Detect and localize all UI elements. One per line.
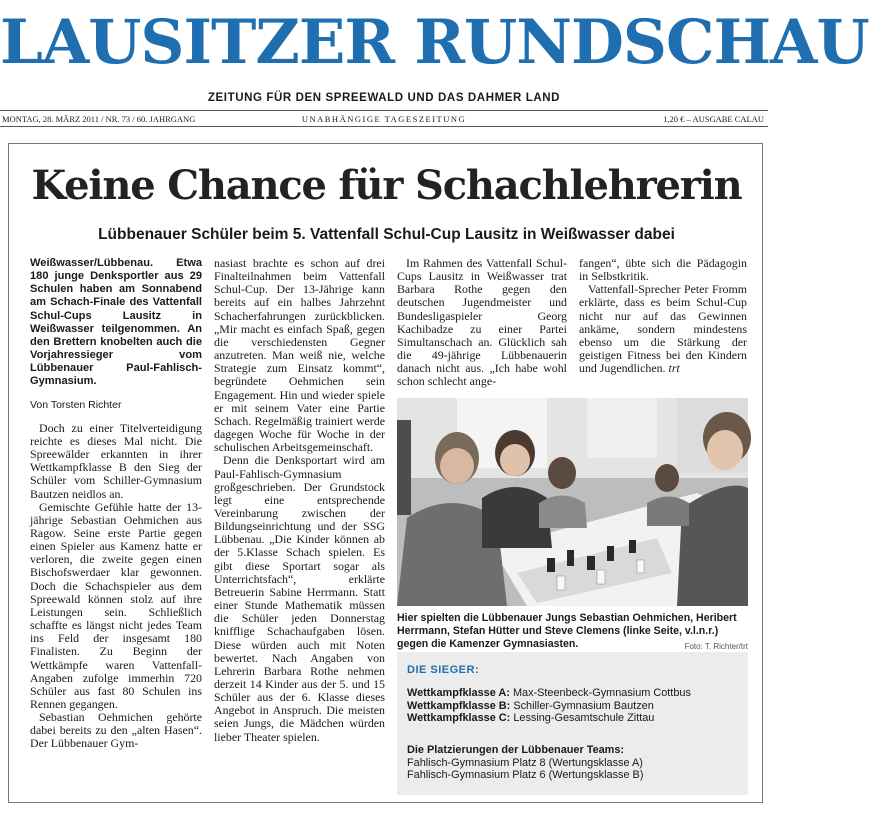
chess-photo bbox=[397, 398, 748, 606]
tagline: UNABHÄNGIGE TAGESZEITUNG bbox=[301, 114, 467, 124]
photo-caption bbox=[397, 612, 748, 653]
list-item: Fahlisch-Gymnasium Platz 8 (Wertungsklasse A) bbox=[407, 756, 643, 769]
winners-box bbox=[397, 652, 748, 795]
winner-name: Schiller-Gymnasium Bautzen bbox=[513, 699, 654, 712]
lead-paragraph: Weißwasser/Lübbenau. Etwa 180 junge Denksportler aus 29 Schulen haben am Sonnabend am Schach-Finale des Vattenfall Schul-Cups Lausitz in Weißwasser teilgenommen. An den Brettern knobelten auch die Vorjahressieger vom Lübbenauer Paul-Fahlisch-Gymnasium. bbox=[30, 257, 202, 388]
price-edition: 1,20 € – AUSGABE CALAU bbox=[663, 114, 764, 124]
winner-name: Lessing-Gesamtschule Zittau bbox=[513, 712, 655, 725]
column-2 bbox=[214, 257, 385, 744]
divider bbox=[0, 110, 768, 111]
divider bbox=[0, 126, 768, 127]
paragraph-text: Vattenfall-Sprecher Peter Fromm erklärte, dass es beim Schul-Cup nicht nur auf das Gewinnen ankäme, sondern mindestens ebenso um die Stärkung der geistigen Fitness bei den Kindern und Jugendlichen. bbox=[579, 282, 747, 376]
photo-credit: Foto: T. Richter/trt bbox=[684, 642, 748, 651]
caption-text: Hier spielten die Lübbenauer Jungs Sebastian Oehmichen, Heribert Herrmann, Stefan Hütter und Steve Clemens (linke Seite, v.l.n.r.) gegen die Kamenzer Gymnasiasten. bbox=[397, 612, 737, 650]
class-label: Wettkampfklasse A: bbox=[407, 687, 510, 699]
paragraph bbox=[579, 283, 747, 375]
class-label: Wettkampfklasse C: bbox=[407, 712, 511, 725]
byline: Von Torsten Richter bbox=[30, 398, 122, 411]
list-item bbox=[407, 687, 742, 700]
chess-photo-illustration bbox=[397, 398, 748, 606]
winners-title: DIE SIEGER: bbox=[407, 664, 480, 676]
list-item: Fahlisch-Gymnasium Platz 6 (Wertungsklasse B) bbox=[407, 769, 644, 782]
class-label: Wettkampfklasse B: bbox=[407, 699, 511, 712]
newspaper-subtitle: ZEITUNG FÜR DEN SPREEWALD UND DAS DAHMER LAND bbox=[207, 92, 561, 104]
paragraph: Im Rahmen des Vattenfall Schul-Cups Lausitz in Weißwasser trat Barbara Rothe gegen den deutschen Jugendmeister und Bundesligaspieler Georg Kachibadze zu einer Partei Simultanschach an. Glücklich sah die 49-jährige Lübbenauerin danach nicht aus. „Ich habe wohl schon schlecht ange- bbox=[397, 256, 567, 389]
issue-info: MONTAG, 28. MÄRZ 2011 / NR. 73 / 60. JAHRGANG bbox=[2, 114, 196, 124]
subheadline: Lübbenauer Schüler beim 5. Vattenfall Schul-Cup Lausitz in Weißwasser dabei bbox=[98, 226, 675, 243]
paragraph: nasiast brachte es schon auf drei Finalteilnahmen beim Vattenfall Schul-Cup. Der 13-Jährige kann bereits auf ein halbes Jahrzehnt Schacherfahrungen zurückblicken. „Mir macht es einfach Spaß, gegen die verschiedensten Gegner anzutreten. Man weiß nie, welche Strategie zum Einsatz kommt“, begründete Oehmichen sein Engagement. Hin und wieder spiele er mit seinem Vater eine Partie Schach. Regelmäßig trainiert werde dagegen Woche für Woche in der schulischen Arbeitsgemeinschaft. bbox=[214, 256, 385, 455]
paragraph: Doch zu einer Titelverteidigung reichte es dieses Mal nicht. Die Spreewälder erkannten in ihrer Wettkampfklasse B den Sieg der Schüler vom Schiller-Gymnasium Bautzen neidlos an. bbox=[30, 420, 202, 501]
paragraph: Denn die Denksportart wird am Paul-Fahlisch-Gymnasium großgeschrieben. Der Grundstock legt eine entsprechende Vereinbarung zwischen der Bildungseinrichtung und der SSG Lübbenau. „Die Kinder können ab der 5.Klasse Schach spielen. Es gibt diese Sportart sogar als Unterrichtsfach“, erklärte Betreuerin Sabine Herrmann. Statt einer Stunde Mathematik müssen die Schüler jeden Donnerstag knifflige Schachaufgaben lösen. Diese würden auch mit Noten bewertet. Nach Angaben von Lehrerin Barbara Rothe nehmen derzeit 14 Kinder aus der 5. und 15 Schüler aus der 6. Klasse dieses Angebot in Anspruch. Die meisten seien Jungs, die Mädchen würden lieber Theater spielen. bbox=[214, 453, 385, 744]
column-3 bbox=[397, 257, 567, 389]
paragraph: Gemischte Gefühle hatte der 13-jährige Sebastian Oehmichen aus Ragow. Seine erste Partie gegen einen Spieler aus Kamenz hatte er verloren, die zweite gegen einen Bischofswerdaer klar gewonnen. Doch die Schachspieler aus dem Spreewald können stolz auf ihre Leistungen sein. Schließlich schaffte es längst nicht jedes Team ins Feld der insgesamt 180 Finalisten. Zu Beginn der Wettkämpfe waren Vattenfall-Angaben zufolge immerhin 720 Schüler aus fast 80 Schulen ins Rennen gegangen. bbox=[30, 499, 202, 711]
column-4 bbox=[579, 257, 747, 375]
list-item bbox=[407, 700, 742, 713]
winners-list bbox=[407, 687, 742, 725]
winner-name: Max-Steenbeck-Gymnasium Cottbus bbox=[512, 687, 691, 699]
placements-title: Die Platzierungen der Lübbenauer Teams: bbox=[407, 744, 625, 756]
paragraph: Sebastian Oehmichen gehörte dabei bereits zu den „alten Hasen“. Der Lübbenauer Gym- bbox=[30, 710, 202, 751]
placements bbox=[407, 744, 742, 782]
masthead bbox=[0, 0, 869, 140]
newspaper-title: LAUSITZER RUNDSCHAU bbox=[0, 7, 869, 78]
headline: Keine Chance für Schachlehrerin bbox=[31, 162, 742, 209]
author-signature: trt bbox=[668, 361, 680, 376]
paragraph: fangen“, übte sich die Pädagogin in Selbstkritik. bbox=[579, 256, 747, 284]
article bbox=[8, 143, 763, 803]
list-item bbox=[407, 712, 742, 725]
column-1 bbox=[30, 257, 202, 751]
